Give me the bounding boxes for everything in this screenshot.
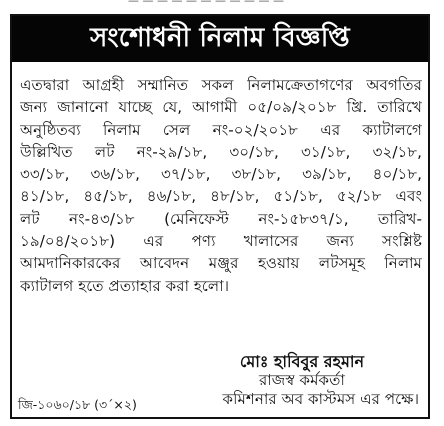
notice-body-line: লট নং-৪৩/১৮ (মেনিফেস্ট নং-১৫৮৩৭/১, তারিখ-	[20, 209, 422, 228]
cropped-header-text: — — — — — — — — — — —	[128, 0, 284, 7]
signatory-office: কমিশনার অব কাস্টমস এর পক্ষে।	[222, 390, 419, 408]
notice-body-line: ক্যাটালগ হতে প্রত্যাহার করা হলো।	[20, 276, 230, 295]
reference-number: জি-১০৬০/১৮ (৩´×২)	[18, 397, 137, 412]
notice-body-line: ৩৩/১৮, ৩৬/১৮, ৩৭/১৮, ৩৮/১৮, ৩৯/১৮, ৪০/১৮,	[20, 165, 422, 184]
signatory-designation: রাজস্ব কর্মকর্তা	[259, 371, 345, 389]
notice-body-line: এতদ্বারা আগ্রহী সম্মানিত সকল নিলামক্রেতাগণের অবগতির	[20, 76, 422, 94]
notice-body	[20, 74, 422, 297]
signatory-name: মোঃ হাবিবুর রহমান	[239, 352, 365, 371]
signature-block	[159, 352, 419, 409]
notice-body-line: ১৯/০৪/২০১৮) এর পণ্য খালাসের জন্য সংশ্লিষ্ট	[20, 232, 422, 251]
auction-notice	[10, 14, 430, 419]
notice-body-line: আমদানিকারকের আবেদন মঞ্জুর হওয়ায় লটসমূহ নিলাম	[20, 254, 422, 273]
notice-body-line: উল্লিখিত লট নং-২৯/১৮, ৩০/১৮, ৩১/১৮, ৩২/১৮,	[20, 142, 422, 161]
notice-body-line: জন্য জানানো যাচ্ছে যে, আগামী ০৫/০৯/২০১৮ খ্রি. তারিখে	[20, 98, 422, 117]
notice-body-line: ৪১/১৮, ৪৫/১৮, ৪৬/১৮, ৪৮/১৮, ৫১/১৮, ৫২/১৮ এবং	[20, 187, 422, 206]
notice-body-line: অনুষ্ঠিতব্য নিলাম সেল নং-০২/২০১৮ এর ক্যাটালগে	[20, 120, 422, 139]
notice-title: সংশোধনী নিলাম বিজ্ঞপ্তি	[12, 16, 428, 62]
cropped-header-strip	[0, 0, 444, 10]
